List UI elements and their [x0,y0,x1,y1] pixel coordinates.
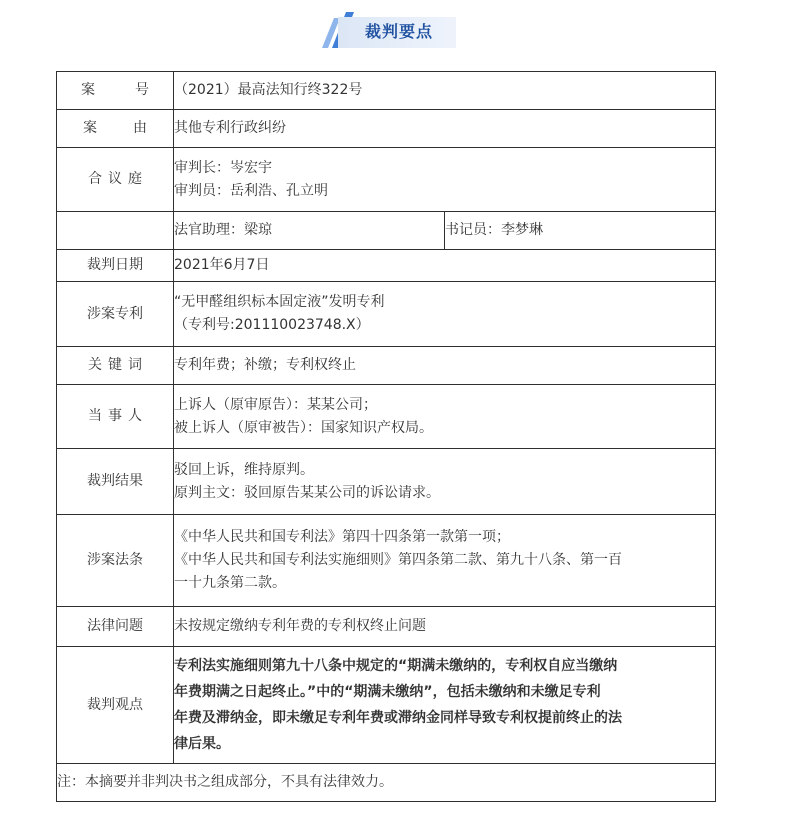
cause-label: 案由 [57,110,174,148]
result-line: 驳回上诉，维持原判。 [174,461,314,478]
table-row [57,110,716,148]
case-number-label: 案号 [57,72,174,110]
result-label: 裁判结果 [57,449,174,515]
viewpoint-line: 律后果。 [174,736,230,752]
judgment-date-label: 裁判日期 [57,250,174,282]
table-row [57,282,716,347]
table-row [57,212,716,250]
appellee: 被上诉人（原审被告）：国家知识产权局。 [174,419,433,436]
table-row [57,764,716,802]
patent-title: “无甲醛组织标本固定液”发明专利 [174,294,385,310]
parties-value [174,385,716,449]
cause-value: 其他专利行政纠纷 [174,110,716,148]
parties-label: 当事人 [57,385,174,449]
issue-value: 未按规定缴纳专利年费的专利权终止问题 [174,607,716,647]
judges: 审判员：岳利浩、孔立明 [174,182,328,199]
case-summary-table [56,71,716,802]
table-row [57,148,716,212]
table-row [57,607,716,647]
patent-number: （专利号:201110023748.X） [174,317,370,333]
viewpoint-line: 专利法实施细则第九十八条中规定的“期满未缴纳的，专利权自应当缴纳 [174,658,618,674]
table-row [57,515,716,607]
presiding-judge: 审判长：岑宏宇 [174,159,272,176]
law-line: 《中华人民共和国专利法实施细则》第四条第二款、第九十八条、第一百 [174,552,622,568]
panel-label: 合议庭 [57,148,174,212]
law-line: 《中华人民共和国专利法》第四十四条第一款第一项； [174,529,510,545]
law-line: 一十九条第二款。 [174,575,286,591]
case-number-value: （2021）最高法知行终322号 [174,72,716,110]
panel-value [174,148,716,212]
laws-label: 涉案法条 [57,515,174,607]
viewpoint-label: 裁判观点 [57,647,174,764]
clerk: 书记员：李梦琳 [445,212,716,250]
assistants-label [57,212,174,250]
section-header [0,10,792,52]
table-row [57,347,716,385]
judgment-date-value: 2021年6月7日 [174,250,716,282]
viewpoint-value [174,647,716,764]
page-title: 裁判要点 [365,22,434,41]
table-row [57,647,716,764]
table-row [57,385,716,449]
keywords-label: 关键词 [57,347,174,385]
result-line: 原判主文：驳回原告某某公司的诉讼请求。 [174,484,440,501]
appellant: 上诉人（原审原告）：某某公司； [174,396,377,413]
patent-label: 涉案专利 [57,282,174,347]
table-row [57,449,716,515]
laws-value [174,515,716,607]
viewpoint-line: 年费及滞纳金，即未缴足专利年费或滞纳金同样导致专利权提前终止的法 [174,710,622,726]
result-value [174,449,716,515]
table-row [57,72,716,110]
judicial-assistant: 法官助理：梁琼 [174,212,445,250]
keywords-value: 专利年费；补缴；专利权终止 [174,347,716,385]
issue-label: 法律问题 [57,607,174,647]
disclaimer-note: 注：本摘要并非判决书之组成部分，不具有法律效力。 [57,764,716,802]
viewpoint-line: 年费期满之日起终止。”中的“期满未缴纳”，包括未缴纳和未缴足专利 [174,684,601,700]
patent-value [174,282,716,347]
table-row [57,250,716,282]
